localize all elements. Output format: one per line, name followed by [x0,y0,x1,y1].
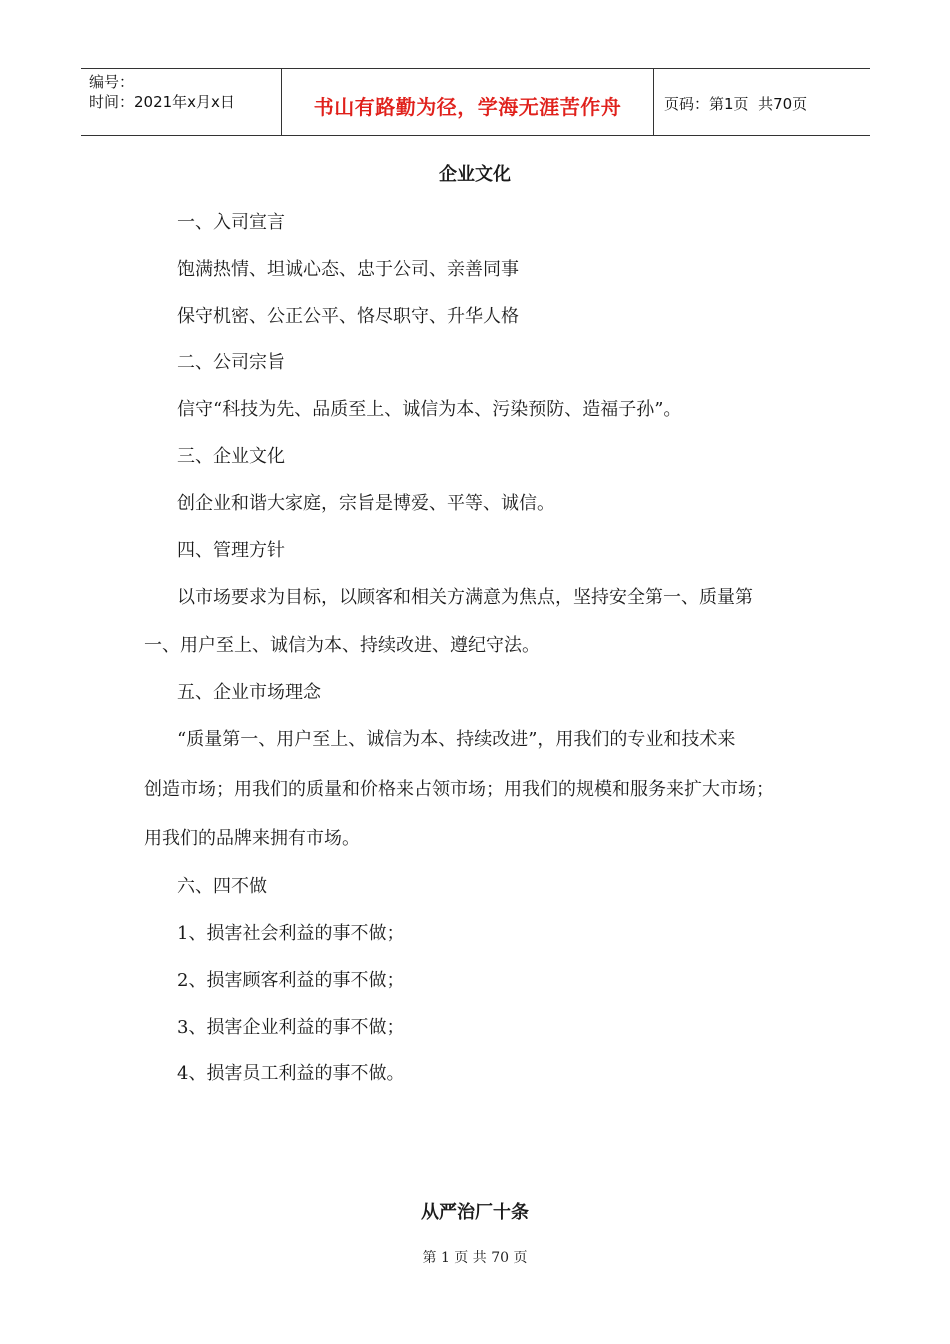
paragraph-line: 以市场要求为目标，以顾客和相关方满意为焦点，坚持安全第一、质量第 [177,587,753,608]
list-item: 4、损害员工利益的事不做。 [177,1063,405,1084]
paragraph-line: 信守“科技为先、品质至上、诚信为本、污染预防、造福子孙”。 [177,399,682,420]
paragraph-line: 创企业和谐大家庭，宗旨是博爱、平等、诚信。 [177,493,555,514]
paragraph-line: 一、用户至上、诚信为本、持续改进、遵纪守法。 [144,635,540,656]
section2-title: 从严治厂十条 [421,1202,529,1223]
header-meta [81,69,281,135]
section-heading: 五、企业市场理念 [177,682,321,703]
paragraph-line: 饱满热情、坦诚心态、忠于公司、亲善同事 [177,259,519,280]
list-item: 2、损害顾客利益的事不做； [177,970,405,991]
time-label: 时间：2021年x月x日 [89,93,235,111]
list-item: 3、损害企业利益的事不做； [177,1017,405,1038]
section-heading: 一、入司宣言 [177,212,285,233]
section-heading: 二、公司宗旨 [177,352,285,373]
paragraph-line: 用我们的品牌来拥有市场。 [144,828,360,849]
section-heading: 三、企业文化 [177,446,285,467]
header-motto-cell [281,69,654,135]
list-item: 1、损害社会利益的事不做； [177,923,405,944]
number-label: 编号： [89,73,135,91]
section-heading: 四、管理方针 [177,540,285,561]
header-motto: 书山有路勤为径，学海无涯苦作舟 [313,94,622,119]
paragraph-line: 创造市场；用我们的质量和价格来占领市场；用我们的规模和服务来扩大市场； [144,779,774,800]
paragraph-line: 保守机密、公正公平、恪尽职守、升华人格 [177,306,519,327]
page-title: 企业文化 [439,164,511,185]
section-heading: 六、四不做 [177,876,267,897]
page-footer: 第 1 页 共 70 页 [422,1250,528,1266]
paragraph-line: “质量第一、用户至上、诚信为本、持续改进”，用我们的专业和技术来 [177,729,736,750]
header-page-label: 页码：第1页 共70页 [664,94,808,113]
document-header [81,68,870,136]
